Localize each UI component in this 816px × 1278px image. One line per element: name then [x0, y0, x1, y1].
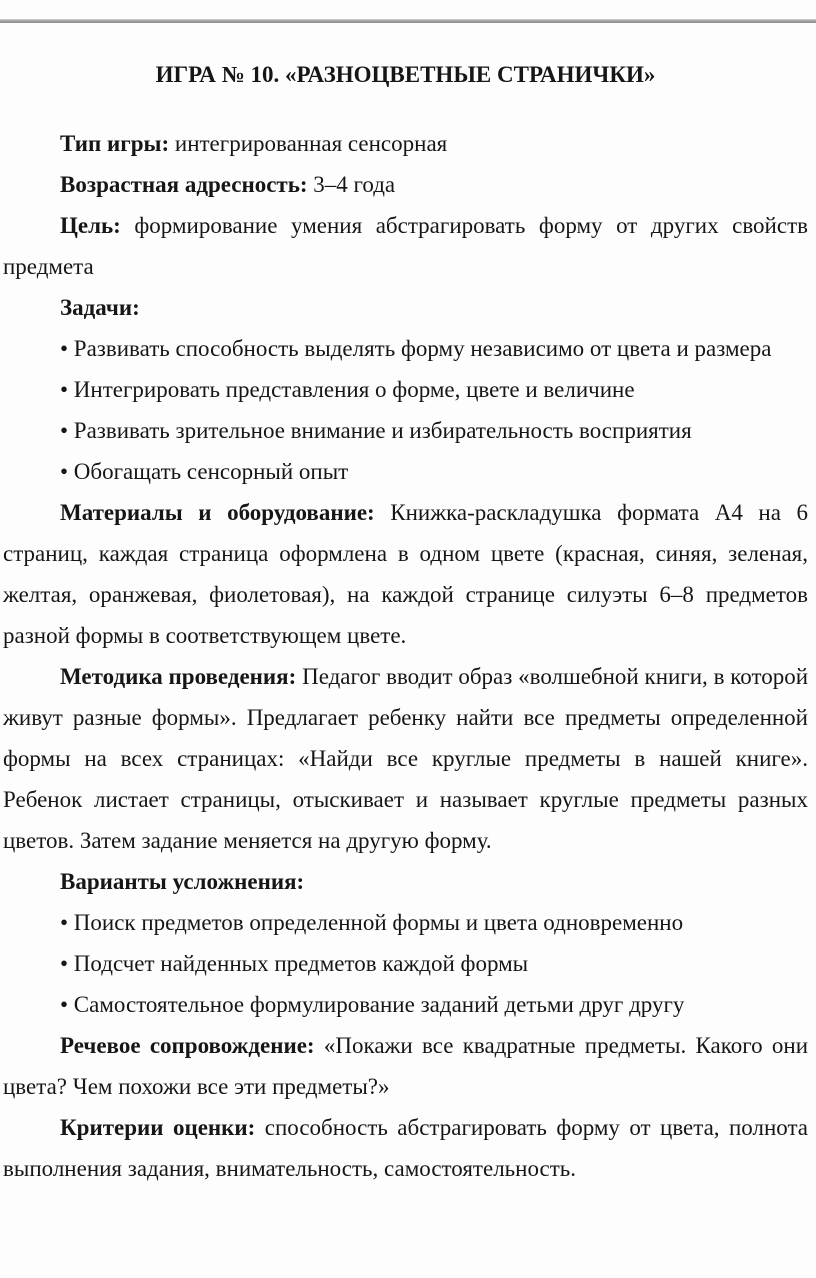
- paragraph-criteria: [3, 1107, 808, 1189]
- paragraph-speech: [3, 1025, 808, 1107]
- document-page: [0, 19, 816, 1278]
- bullet-item: [3, 902, 808, 943]
- paragraph-game-type: [3, 123, 808, 164]
- paragraph-label: Речевое сопровождение:: [60, 1033, 315, 1058]
- bullet-text: • Обогащать сенсорный опыт: [60, 459, 349, 484]
- bullet-text: • Самостоятельное формулирование заданий детьми друг другу: [60, 992, 685, 1017]
- document-body: [0, 54, 816, 1189]
- paragraph-materials: [3, 492, 808, 656]
- paragraph-label: Цель:: [60, 213, 121, 238]
- bullet-text: • Поиск предметов определенной формы и цвета одновременно: [60, 910, 684, 935]
- bullet-text: • Развивать способность выделять форму независимо от цвета и размера: [60, 336, 772, 361]
- bullet-item: [3, 451, 808, 492]
- paragraph-variants-heading: [3, 861, 808, 902]
- paragraph-text: интегрированная сенсорная: [174, 131, 448, 156]
- paragraph-tasks-heading: [3, 287, 808, 328]
- paragraph-label: Методика проведения:: [60, 664, 297, 689]
- bullet-item: [3, 328, 808, 369]
- bullet-item: [3, 410, 808, 451]
- bullet-item: [3, 369, 808, 410]
- page-top-rule: [0, 19, 816, 23]
- bullet-text: • Подсчет найденных предметов каждой формы: [60, 951, 529, 976]
- paragraph-text: 3–4 года: [313, 172, 396, 197]
- document-title: ИГРА № 10. «РАЗНОЦВЕТНЫЕ СТРАНИЧКИ»: [155, 62, 656, 87]
- paragraph-label: Критерии оценки:: [60, 1115, 256, 1140]
- paragraph-method: [3, 656, 808, 861]
- paragraph-label: Тип игры:: [60, 131, 170, 156]
- paragraph-label: Задачи:: [60, 295, 140, 320]
- paragraph-text: Книжка-раскладушка формата А4 на 6 страниц, каждая страница оформлена в одном цвете (красная, синяя, зеленая, желтая, оранжевая, фиолетовая), на каждой странице силуэты 6–8 предметов разной формы в соответствующем цвете.: [3, 500, 808, 648]
- paragraph-text: Педагог вводит образ «волшебной книги, в которой живут разные формы». Предлагает ребенку найти все предметы определенной формы на всех страницах: «Найди все круглые предметы в нашей книге». Ребенок листает страницы, отыскивает и называет круглые предметы разных цветов. Затем задание меняется на другую форму.: [3, 664, 809, 853]
- bullet-item: [3, 984, 808, 1025]
- paragraph-text: «Покажи все квадратные предметы. Какого они цвета? Чем похожи все эти предметы?»: [3, 1033, 809, 1099]
- bullet-text: • Развивать зрительное внимание и избирательность восприятия: [60, 418, 692, 443]
- bullet-item: [3, 943, 808, 984]
- paragraph-goal: [3, 205, 808, 287]
- bullet-text: • Интегрировать представления о форме, цвете и величине: [60, 377, 635, 402]
- paragraph-age-target: [3, 164, 808, 205]
- paragraph-label: Варианты усложнения:: [60, 869, 305, 894]
- paragraph-text: формирование умения абстрагировать форму от других свойств предмета: [3, 213, 808, 279]
- paragraph-label: Материалы и оборудование:: [60, 500, 375, 525]
- paragraph-text: способность абстрагировать форму от цвета, полнота выполнения задания, внимательность, самостоятельность.: [3, 1115, 808, 1181]
- paragraph-label: Возрастная адресность:: [60, 172, 308, 197]
